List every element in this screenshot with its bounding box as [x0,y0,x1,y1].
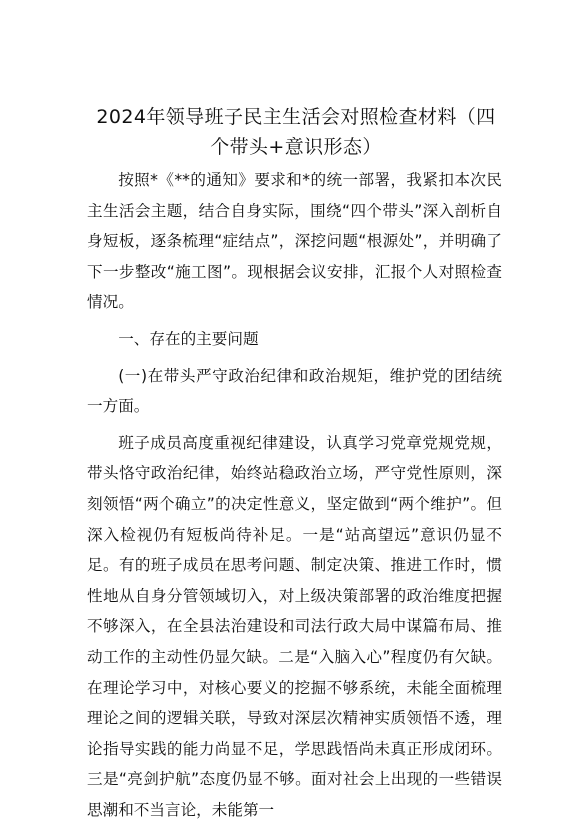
section-heading: 一、存在的主要问题 [118,329,259,348]
body-paragraph: 班子成员高度重视纪律建设，认真学习党章党规党规，带头恪守政治纪律，始终站稳政治立场，严守党性原则，深刻领悟“两个确立”的决定性意义，坚定做到“两个维护”。但深入检视仍有短板尚待补足。一是“站高望远”意识仍显不足。有的班子成员在思考问题、制定决策、推进工作时，惯性地从自身分管领域切入，对上级决策部署的政治维度把握不够深入，在全县法治建设和司法行政大局中谋篇布局、推动工作的主动性仍显欠缺。二是“入脑入心”程度仍有欠缺。在理论学习中，对核心要义的挖掘不够系统，未能全面梳理理论之间的逻辑关联，导致对深层次精神实质领悟不透，理论指导实践的能力尚显不足，学思践悟尚未真正形成闭环。三是“亮剑护航”态度仍显不够。面对社会上出现的一些错误思潮和不当言论，未能第一 [87,433,502,819]
document-body [87,165,502,825]
document-title: 2024年领导班子民主生活会对照检查材料（四个带头+意识形态） [96,106,496,158]
subsection-heading: (一)在带头严守政治纪律和政治规矩，维护党的团结统一方面。 [87,366,502,416]
intro-paragraph: 按照*《**的通知》要求和*的统一部署，我紧扣本次民主生活会主题，结合自身实际，围绕“四个带头”深入剖析自身短板，逐条梳理“症结点”，深挖问题“根源处”，并明确了下一步整改“施工图”。现根据会议安排，汇报个人对照检查情况。 [87,171,502,312]
